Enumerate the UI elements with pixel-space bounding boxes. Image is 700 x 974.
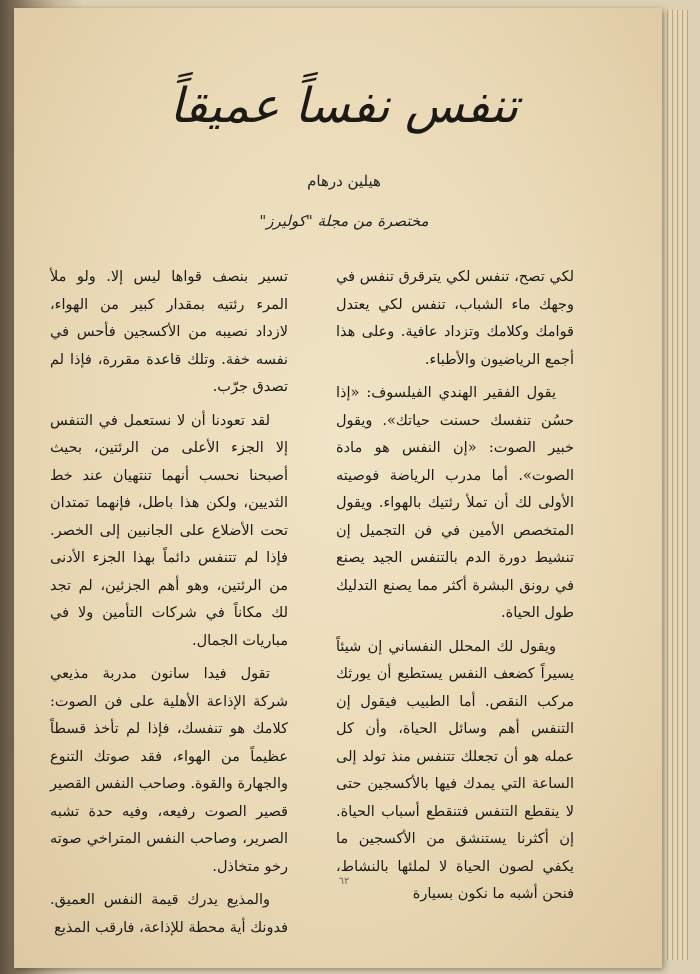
- book-page: [14, 8, 662, 968]
- page-edge: [674, 10, 678, 960]
- paragraph: لكي تصح، تنفس لكي يترقرق تنفس في وجهك ماء الشباب، تنفس لكي يعتدل قوامك وكلامك وتزداد عافية. وعلى هذا أجمع الرياضيون والأطباء.: [336, 269, 574, 368]
- left-column: [50, 264, 288, 948]
- right-column: [336, 264, 574, 915]
- paragraph: يقول الفقير الهندي الفيلسوف: «إذا حسُن تنفسك حسنت حياتك». ويقول خبير الصوت: «إن النفس هو مادة الصوت». أما مدرب الرياضة فوصيته الأولى لك أن تملأ رئتيك بالهواء. ويقول المتخصص الأمين في فن التجميل إن تنشيط دورة الدم بالتنفس الجيد يصنع في رونق البشرة أكثر مما يصنع التدليك طول الحياة.: [336, 385, 574, 621]
- article-author: هيلين درهام: [307, 172, 381, 190]
- paragraph: لقد تعودنا أن لا نستعمل في التنفس إلا الجزء الأعلى من الرئتين، بحيث أصبحنا نحسب أنهما تنتهيان عند خط الثديين، ولكن هذا باطل، فإنهما تمتدان تحت الأضلاع على الجانبين إلى الخصر. فإذا لم تتنفس دائماً بهذا الجزء الأدنى من الرئتين، وهو أهم الجزئين، لم تجد لك مكاناً في شركات التأمين ولا في مباريات الجمال.: [50, 412, 288, 649]
- page-edge: [679, 10, 683, 960]
- page-edge: [664, 10, 668, 960]
- article-source: مختصرة من مجلة "كوليرز": [259, 212, 429, 230]
- paragraph: والمذيع يدرك قيمة النفس العميق. فدونك أية محطة للإذاعة، فارقب المذيع: [50, 892, 288, 936]
- page-edge: [684, 10, 688, 960]
- page-edge: [669, 10, 673, 960]
- article-title: تنفس نفساً عميقاً: [169, 78, 519, 134]
- paragraph: تسير بنصف قواها ليس إلا. ولو ملأ المرء رئتيه بمقدار كبير من الهواء، لازداد نصيبه من الأكسجين فأحس في نفسه خفة. وتلك قاعدة مقررة، فإذا لم تصدق جرّب.: [50, 269, 288, 395]
- paragraph: ويقول لك المحلل النفساني إن شيئاً يسيراً كضعف النفس يستطيع أن يورثك مركب النقص. أما الطبيب فيقول إن التنفس أهم وسائل الحياة، وأن كل عمله هو أن تجعلك تتنفس منذ تولد إلى الساعة التي يمدك فيها بالأكسجين حتى لا ينقطع التنفس فتنقطع أسباب الحياة. إن أكثرنا يستنشق من الأكسجين ما يكفي لصون الحياة لا لملئها بالنشاط، فنحن أشبه ما نكون بسيارة: [336, 638, 574, 902]
- paragraph: تقول فيدا سانون مدربة مذيعي شركة الإذاعة الأهلية على فن الصوت: كلامك هو تنفسك، فإذا لم تأخذ قسطاً عظيماً من الهواء، فقد صوتك التنوع والجهارة والقوة. وصاحب النفس القصير قصير الصوت رفيعه، وفيه حدة تشبه الصرير، وصاحب النفس المتراخي صوته رخو متخاذل.: [50, 666, 288, 875]
- page-number: ٦٢: [338, 876, 350, 887]
